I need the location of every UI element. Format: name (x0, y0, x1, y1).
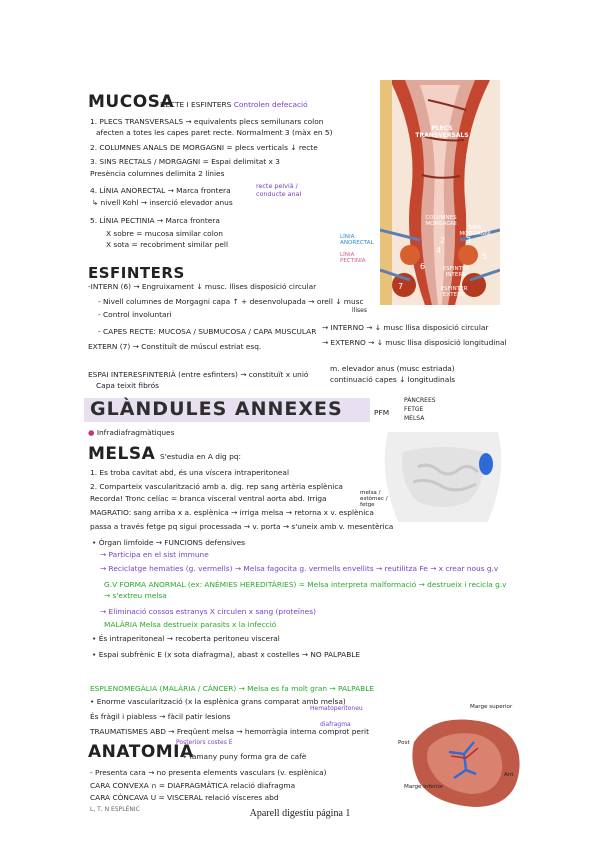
espai-right-2: continuació capes ↓ longitudinals (330, 375, 456, 384)
melsa-bullet-9: • Espai subfrènic E (x sota diafragma), abast x costelles → NO PALPABLE (92, 650, 361, 659)
spleen-label-marge-inferior: Marge inferior (404, 784, 444, 790)
mucosa-line-5: Presència columnes delimita 2 línies (90, 169, 225, 178)
label-num-6: 6 (420, 262, 426, 271)
esfinters-extern-line: EXTERN (7) → Constituït de múscul estriat esq. (88, 342, 262, 351)
location-text: Infradiafragmàtiques (96, 428, 175, 437)
mucosa-subtitle (160, 100, 308, 110)
label-num-3: 3 (466, 236, 472, 245)
mucosa-line-6 (90, 186, 231, 196)
melsa-bullet-2: → Participa en el sist immune (100, 550, 209, 559)
esplenomegalia-line-3: És fràgil i piabless → fàcil patir lesions (90, 712, 231, 721)
mucosa-subtitle-text: RECTE I ESFINTERS (160, 100, 232, 109)
anatomia-line-1: - Presenta cara → no presenta elements vasculars (v. esplènica) (90, 768, 327, 777)
melsa-recorda-side: melsa / estómac / fetge (360, 490, 388, 508)
melsa-line-5: passa a través fetge pq sigui processada → v. porta → s'uneix amb v. mesentèrica (90, 522, 394, 531)
pfm-label: PFM (374, 408, 390, 417)
melsa-bullet-3: → Reciclatge hematies (g. vermells) → Melsa fagocita g. vermells envellits → reutilitza Fe → x crear nous g.v (100, 564, 499, 573)
glandules-location (88, 428, 174, 438)
anatomia-title-note: → Tamany puny forma gra de cafè (180, 752, 307, 761)
mucosa-line-1: 1. PLECS TRANSVERSALS → equivalents plecs semilunars colon (90, 117, 324, 126)
label-sins: SINS MORGAGNI (459, 225, 491, 237)
esfinters-intern-sub-1: - Nivell columnes de Morgagni capa ↑ + desenvolupada → orell ↓ musc (98, 297, 364, 306)
pfm-item-fetge: FETGE (404, 406, 424, 413)
label-linia-anorectal: LÍNIA ANORECTAL (340, 234, 374, 246)
spleen-label-post: Post (398, 740, 410, 746)
melsa-line-3: Recorda! Tronc celíac = branca visceral ventral aorta abd. Irriga (90, 494, 327, 503)
esfinters-intern-right: → INTERNO → ↓ musc llisa disposició circular (322, 323, 489, 332)
anatomia-line-2: CARA CONVEXA ∩ = DIAFRAGMÀTICA relació diafragma (90, 781, 296, 790)
pfm-item-pancrees: PÀNCREES (404, 397, 436, 404)
espai-line (88, 370, 308, 380)
melsa-line-1: 1. Es troba cavitat abd, és una víscera intraperitoneal (90, 468, 290, 477)
esfinters-intern-sub-3: - CAPES RECTE: MUCOSA / SUBMUCOSA / CAPA MUSCULAR (98, 327, 317, 336)
mucosa-title: MUCOSA (88, 92, 175, 112)
espai-sub: Capa teixit fibrós (96, 381, 160, 390)
melsa-line-4: MAGRATIO: sang arriba x a. esplènica → irriga melsa → retorna x v. esplènica (90, 508, 374, 517)
melsa-bullet-6: → Eliminació cossos estranys X circulen x sang (proteïnes) (100, 607, 316, 616)
melsa-title: MELSA (88, 444, 156, 464)
trauma-text: TRAUMATISMES ABD → Freqüent melsa → hemorràgia interna comprot perit (90, 727, 369, 736)
melsa-bullet-4: G.V FORMA ANORMAL (ex: ANÈMIES HEREDITÀRIES) = Melsa interpreta malformació → destrueix i recicla g.v (104, 580, 507, 589)
melsa-bullet-7: MALÀRIA Melsa destrueix parasits x la infecció (104, 620, 277, 629)
melsa-intro: S'estudia en A dig pq: (160, 452, 241, 461)
esfinters-intern-line: -INTERN (6) → Engruixament ↓ musc. llises disposició circular (88, 282, 317, 291)
esplenomegalia-line-4-note: Posteriors costes E (176, 739, 233, 746)
esplenomegalia-line-2: • Enorme vascularització (x la esplènica grans comparat amb melsa) (90, 697, 346, 706)
mucosa-line-8: 5. LÍNIA PECTINIA → Marca frontera (90, 216, 220, 225)
spleen-label-ant: Ant (504, 772, 514, 778)
esfinters-externo-right: → EXTERNO → ↓ musc llisa disposició longitudinal (322, 338, 507, 347)
glandules-title: GLÀNDULES ANNEXES (90, 398, 343, 420)
esplenomegalia-line-3-note: Hematoperitoneu (310, 705, 363, 712)
mucosa-line-2: afecten a totes les capes paret recte. Normalment 3 (màx en 5) (96, 128, 333, 137)
melsa-bullet-1: • Òrgan limfoide → FUNCIONS defensives (92, 538, 245, 547)
label-columnes: COLUMNES MORGAGNI (425, 215, 457, 227)
label-num-7: 7 (398, 282, 404, 291)
mucosa-line-9: X sobre = mucosa similar colon (106, 229, 223, 238)
label-num-4: 4 (436, 246, 442, 255)
label-esfinter-extern: ESFINTER EXTERN (440, 286, 468, 298)
espai-text: ESPAI INTERESFINTERIÀ (entre esfinters) → constituït x unió (88, 370, 309, 379)
mucosa-line-3: 2. COLUMNES ANALS DE MORGAGNI = plecs verticals ↓ recte (90, 143, 318, 152)
linia-anorectal-text: 4. LÍNIA ANORECTAL → Marca frontera (90, 186, 231, 195)
esfinters-title: ESFINTERS (88, 264, 185, 282)
esfinters-intern-lliso: llises (352, 307, 367, 314)
spleen-label-marge-superior: Marge superior (470, 704, 513, 710)
label-num-2: 2 (440, 236, 446, 245)
anatomia-line-3: CARA CÒNCAVA U = VISCERAL relació vísceres abd (90, 793, 279, 802)
melsa-bullet-8: • És intraperitoneal → recoberta peritoneu visceral (92, 634, 280, 643)
label-linia-pectinia: LÍNIA PECTINIA (340, 252, 366, 264)
label-plecs: PLECS TRANSVERSALS (415, 125, 469, 139)
melsa-bullet-5: → s'extreu melsa (104, 591, 167, 600)
mucosa-line-7: ↳ nivell Kohl → inserció elevador anus (92, 198, 233, 207)
location-pin-icon: ● (88, 428, 95, 437)
mucosa-side-note: recte pelvià / conducte anal (256, 182, 302, 198)
page-footer: Aparell digestiu página 1 (249, 808, 351, 819)
anatomia-title: ANATOMIA (88, 742, 194, 762)
espai-right-1: m. elevador anus (musc estriada) (330, 364, 455, 373)
spleen-illustration (404, 712, 528, 812)
anatomia-line-4: L, T, N ESPLÈNIC (90, 806, 140, 813)
esplenomegalia-line-4-diag: diafragma (320, 721, 351, 728)
esplenomegalia-line-1: ESPLENOMEGÀLIA (MALÀRIA / CÀNCER) → Melsa es fa molt gran → PALPABLE (90, 684, 375, 693)
melsa-line-2: 2. Comparteix vascularització amb a. dig. rep sang artèria esplènica (90, 482, 343, 491)
esfinters-intern-sub-2: - Control involuntari (98, 310, 172, 319)
torso-illustration (368, 432, 518, 522)
mucosa-subtitle-note: Controlen defecació (233, 100, 308, 109)
mucosa-line-10: X sota = recobriment similar pell (106, 240, 229, 249)
torso-figure (368, 432, 518, 522)
label-esfinter-intern: ESFINTER INTERN (442, 266, 470, 278)
spleen-figure (404, 712, 528, 812)
mucosa-line-4: 3. SINS RECTALS / MORGAGNI = Espai delimitat x 3 (90, 157, 280, 166)
label-num-5: 5 (482, 252, 488, 261)
pfm-item-melsa: MELSA (404, 415, 425, 422)
